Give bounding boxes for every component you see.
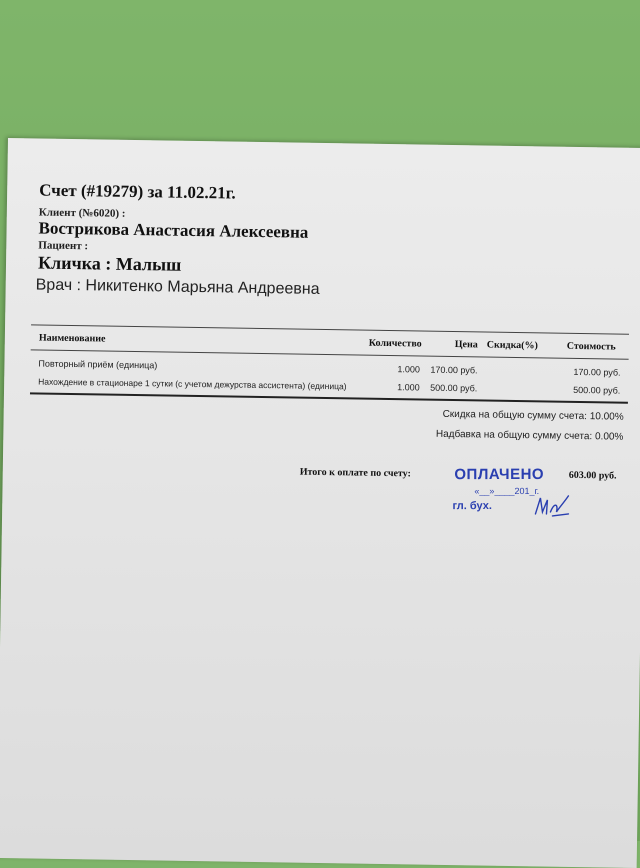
client-label: Клиент (№6020) : [38, 206, 126, 220]
patient-label: Пациент : [38, 239, 89, 253]
row-name: Повторный приём (единица) [38, 358, 158, 371]
stamp-role: гл. бух. [452, 500, 492, 513]
invoice-title: Счет (#19279) за 11.02.21г. [39, 180, 236, 203]
header-price: Цена [454, 339, 478, 351]
row-cost: 500.00 руб. [573, 384, 621, 396]
row-price: 170.00 руб. [430, 364, 478, 376]
header-qty: Количество [368, 337, 422, 350]
stamp-date: «__»____201_г. [474, 485, 540, 497]
table-top-rule [31, 324, 629, 334]
doctor-name: Врач : Никитенко Марьяна Андреевна [35, 276, 320, 298]
header-name: Наименование [38, 332, 106, 345]
row-price: 500.00 руб. [430, 382, 478, 394]
row-name: Нахождение в стационаре 1 сутки (с учетом дежурства ассистента) (единица) [38, 376, 347, 392]
total-value: 603.00 руб. [568, 469, 617, 482]
header-discount: Скидка(%) [486, 339, 538, 352]
discount-summary: Скидка на общую сумму счета: 10.00% [442, 408, 624, 423]
paid-stamp [454, 462, 574, 532]
row-qty: 1.000 [397, 364, 421, 375]
header-cost: Стоимость [566, 340, 616, 353]
services-table [31, 324, 629, 396]
client-name: Вострикова Анастасия Алексеевна [38, 218, 309, 242]
row-qty: 1.000 [397, 382, 420, 393]
table-header-rule [31, 349, 629, 359]
stamp-text: ОПЛАЧЕНО [454, 465, 545, 484]
row-cost: 170.00 руб. [573, 366, 621, 378]
pet-name: Кличка : Малыш [37, 252, 182, 275]
table-bottom-rule [30, 392, 628, 403]
invoice-paper [0, 138, 640, 868]
signature-icon [532, 492, 572, 522]
total-label: Итого к оплате по счету: [299, 466, 412, 480]
markup-summary: Надбавка на общую сумму счета: 0.00% [435, 428, 624, 443]
